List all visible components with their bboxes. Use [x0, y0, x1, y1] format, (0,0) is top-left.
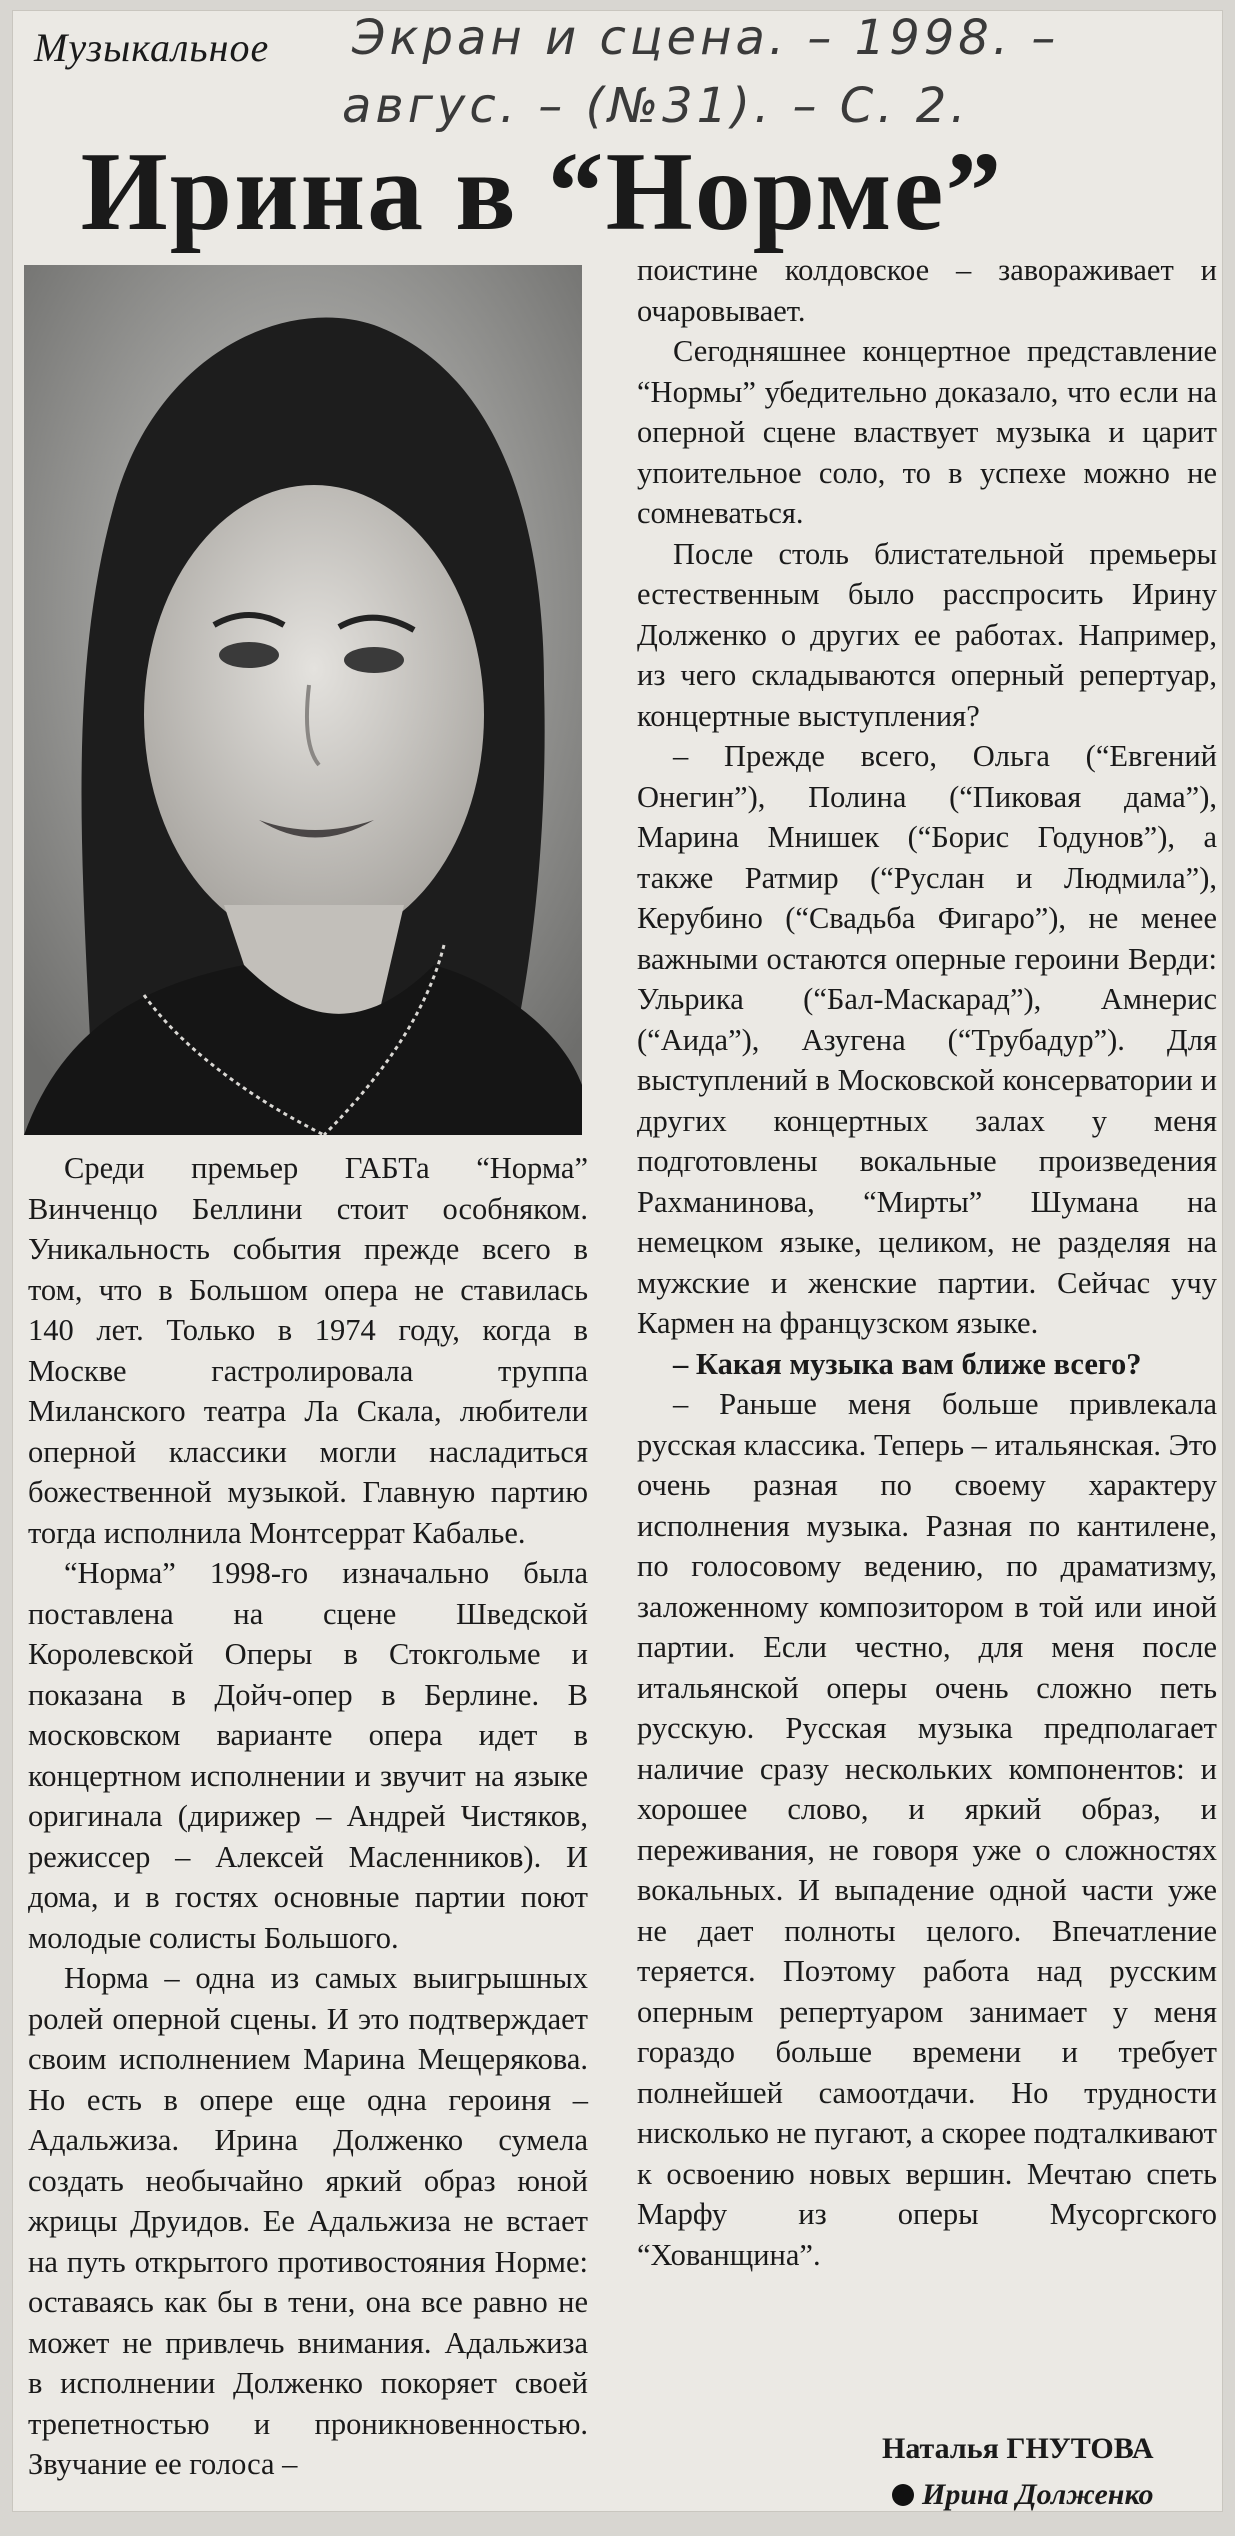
photo-caption — [892, 2478, 1154, 2512]
paragraph: поистине колдовское – завораживает и очаровывает. — [637, 253, 1217, 328]
newspaper-clipping — [12, 10, 1223, 2512]
portrait-image — [24, 265, 582, 1135]
paragraph: Норма – одна из самых выигрышных ролей оперной сцены. И это подтверждает своим исполнением Марина Мещерякова. Но есть в опере еще одна героиня – Адальжиза. Ирина Долженко сумела создать необычайно яркий образ юной жрицы Друидов. Ее Адальжиза не встает на путь открытого противостояния Норме: оставаясь как бы в тени, она все равно не может не привлечь внимания. Адальжиза в исполнении Долженко покоряет своей трепетностью и проникновенностью. Звучание ее голоса – — [28, 1961, 588, 2481]
paragraph: Сегодняшнее концертное представление “Нормы” убедительно доказало, что если на оперной сцене властвует музыка и царит упоительное соло, то в успехе можно не сомневаться. — [637, 334, 1217, 530]
handwritten-source-line-1: Экран и сцена. – 1998. – — [352, 10, 1060, 66]
handwritten-source-line-2: авгус. – (№31). – С. 2. — [342, 78, 970, 134]
right-column — [637, 250, 1217, 2275]
author-signature: Наталья ГНУТОВА — [882, 2432, 1154, 2465]
paragraph: – Прежде всего, Ольга (“Евгений Онегин”), Полина (“Пиковая дама”), Марина Мнишек (“Борис Годунов”), а также Ратмир (“Руслан и Людмила”), Керубино (“Свадьба Фигаро”), не менее важными остаются оперные героини Верди: Ульрика (“Бал-Маскарад”), Амнерис (“Аида”), Азугена (“Трубадур”). Для выступлений в Московской консерватории и других концертных залах у меня подготовлены вокальные произведения Рахманинова, “Мирты” Шумана на немецком языке, целиком, не разделяя на мужские и женские партии. Сейчас учу Кармен на французском языке. — [637, 739, 1217, 1340]
interview-question: – Какая музыка вам ближе всего? — [673, 1346, 1142, 1381]
photo-caption-text: Ирина Долженко — [922, 2478, 1154, 2511]
paragraph: “Норма” 1998-го изначально была поставлена на сцене Шведской Королевской Оперы в Стокгольме и показана в Дойч-опер в Берлине. В московском варианте опера идет в концертном исполнении и звучит на языке оригинала (дирижер – Андрей Чистяков, режиссер – Алексей Масленников). И дома, и в гостях основные партии поют молодые солисты Большого. — [28, 1556, 588, 1955]
bullet-icon — [892, 2484, 914, 2506]
paragraph: Среди премьер ГАБТа “Норма” Винченцо Беллини стоит особняком. Уникальность события прежде всего в том, что в Большом опера не ставилась 140 лет. Только в 1974 году, когда в Москве гастролировала труппа Миланского театра Ла Скала, любители оперной классики могли насладиться божественной музыкой. Главную партию тогда исполнила Монтсеррат Кабалье. — [28, 1151, 588, 1550]
left-column — [28, 1148, 588, 2485]
rubric-label: Музыкальное — [34, 25, 270, 70]
paragraph: После столь блистательной премьеры естественным было расспросить Ирину Долженко о других ее работах. Например, из чего складываются оперный репертуар, концертные выступления? — [637, 536, 1217, 733]
article-headline: Ирина в “Норме” — [80, 130, 1004, 254]
interview-answer: – Раньше меня больше привлекала русская классика. Теперь – итальянская. Это очень разная по своему характеру исполнения музыка. Разная по кантилене, по голосовому ведению, по драматизму, заложенному композитором в той или иной партии. Если честно, для меня после итальянской оперы очень сложно петь русскую. Русская музыка предполагает наличие сразу нескольких компонентов: и хорошее слово, и яркий образ, и переживания, не говоря уже о сложностях вокальных. И выпадение одной части уже не дает полноты целого. Впечатление теряется. Поэтому работа над русским оперным репертуаром занимает у меня гораздо больше времени и требует полнейшей самоотдачи. Но трудности нисколько не пугают, а скорее подталкивают к освоению новых вершин. Мечтаю спеть Марфу из оперы Мусоргского “Хованщина”. — [637, 1387, 1217, 2272]
portrait-photo — [24, 265, 582, 1135]
